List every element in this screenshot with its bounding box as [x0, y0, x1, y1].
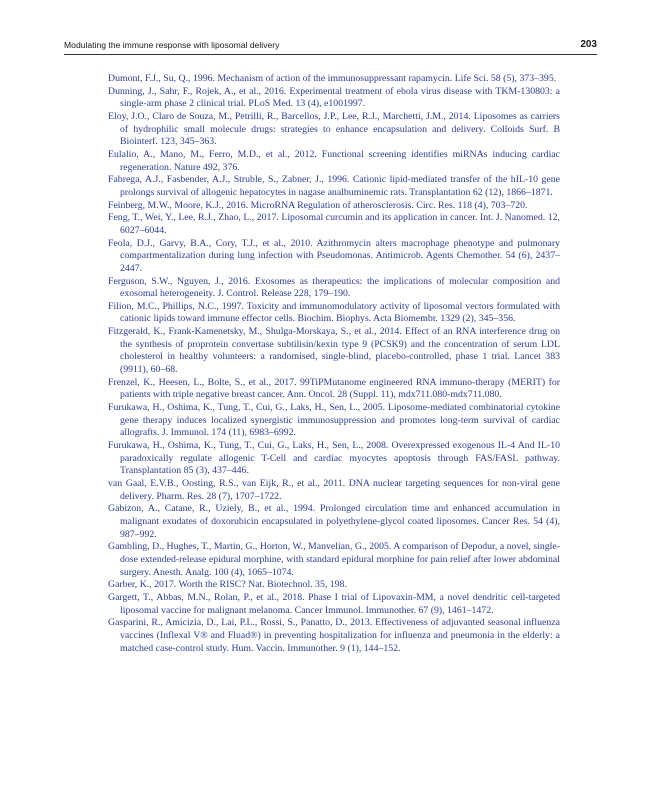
reference-item[interactable]: Fitzgerald, K., Frank-Kamenetsky, M., Shulga-Morskaya, S., et al., 2014. Effect of an RNA interference drug on the synthesis of proprotein convertase subtilisin/kexin type 9 (PCSK9) and the concentration of serum LDL cholesterol in healthy volunteers: a randomised, single-blind, placebo-controlled, phase 1 trial. Lancet 383 (9911), 60–68.	[108, 326, 560, 376]
running-title: Modulating the immune response with liposomal delivery	[64, 40, 280, 50]
reference-item[interactable]: Gargett, T., Abbas, M.N., Rolan, P., et al., 2018. Phase I trial of Lipovaxin-MM, a novel dendritic cell-targeted liposomal vaccine for malignant melanoma. Cancer Immunol. Immunother. 67 (9), 1461–1472.	[108, 591, 560, 616]
reference-list	[108, 73, 560, 655]
reference-item[interactable]: Furukawa, H., Oshima, K., Tung, T., Cui, G., Laks, H., Sen, L., 2005. Liposome-mediated combinatorial cytokine gene therapy induces localized synergistic immunosuppression and promotes long-term survival of cardiac allografts. J. Immunol. 174 (11), 6983–6992.	[108, 402, 560, 439]
reference-item[interactable]: Dunning, J., Sahr, F., Rojek, A., et al., 2016. Experimental treatment of ebola virus disease with TKM-130803: a single-arm phase 2 clinical trial. PLoS Med. 13 (4), e1001997.	[108, 85, 560, 110]
reference-item[interactable]: Frenzel, K., Heesen, L., Bolte, S., et al., 2017. 99TiPMutanome engineered RNA immuno-therapy (MERIT) for patients with triple negative breast cancer. Ann. Oncol. 28 (Suppl. 11), mdx711.080-mdx711.080.	[108, 376, 560, 401]
reference-item[interactable]: Ferguson, S.W., Nguyen, J., 2016. Exosomes as therapeutics: the implications of molecular composition and exosomal heterogeneity. J. Control. Release 228, 179–190.	[108, 275, 560, 300]
reference-item[interactable]: Gambling, D., Hughes, T., Martin, G., Horton, W., Manvelian, G., 2005. A comparison of Depodur, a novel, single-dose extended-release epidural morphine, with standard epidural morphine for pain relief after lower abdominal surgery. Anesth. Analg. 100 (4), 1065–1074.	[108, 541, 560, 578]
page-number: 203	[580, 39, 597, 50]
reference-item[interactable]: Gasparini, R., Amicizia, D., Lai, P.L., Rossi, S., Panatto, D., 2013. Effectiveness of adjuvanted seasonal influenza vaccines (Inflexal V® and Fluad®) in preventing hospitalization for influenza and pneumonia in the elderly: a matched case-control study. Hum. Vaccin. Immunother. 9 (1), 144–152.	[108, 617, 560, 654]
reference-item[interactable]: van Gaal, E.V.B., Oosting, R.S., van Eijk, R., et al., 2011. DNA nuclear targeting sequences for non-viral gene delivery. Pharm. Res. 28 (7), 1707–1722.	[108, 478, 560, 502]
reference-item[interactable]: Eloy, J.O., Claro de Souza, M., Petrilli, R., Barcellos, J.P., Lee, R.J., Marchetti, J.M., 2014. Liposomes as carriers of hydrophilic small molecule drugs: strategies to enhance encapsulation and delivery. Colloids Surf. B Biointerf. 123, 345–363.	[108, 110, 560, 148]
reference-item[interactable]: Gabizon, A., Catane, R., Uziely, B., et al., 1994. Prolonged circulation time and enhanced accumulation in malignant exudates of doxorubicin encapsulated in polyethylene-glycol coated liposomes. Cancer Res. 54 (4), 987–992.	[108, 503, 560, 540]
header-divider	[64, 54, 597, 55]
reference-item[interactable]: Eulalio, A., Mano, M., Ferro, M.D., et al., 2012. Functional screening identifies miRNAs inducing cardiac regeneration. Nature 492, 376.	[108, 148, 560, 173]
reference-item[interactable]: Fabrega, A.J., Fasbender, A.J., Struble, S., Zabner, J., 1996. Cationic lipid-mediated transfer of the hIL-10 gene prolongs survival of allogenic hepatocytes in nagase analbuminemic rats. Transplantation 62 (12), 1866–1871.	[108, 174, 560, 198]
reference-item[interactable]: Feng, T., Wei, Y., Lee, R.J., Zhao, L., 2017. Liposomal curcumin and its application in cancer. Int. J. Nanomed. 12, 6027–6044.	[108, 212, 560, 236]
page-header	[64, 40, 597, 54]
reference-item[interactable]: Feola, D.J., Garvy, B.A., Cory, T.J., et al., 2010. Azithromycin alters macrophage phenotype and pulmonary compartmentalization during lung infection with Pseudomonas. Antimicrob. Agents Chemother. 54 (6), 2437–2447.	[108, 237, 560, 274]
reference-item[interactable]: Dumont, F.J., Su, Q., 1996. Mechanism of action of the immunosuppressant rapamycin. Life Sci. 58 (5), 373–395.	[108, 73, 557, 84]
reference-item[interactable]: Furukawa, H., Oshima, K., Tung, T., Cui, G., Laks, H., Sen, L., 2008. Overexpressed exogenous IL-4 And IL-10 paradoxically regulate allogenic T-Cell and cardiac myocytes apoptosis through FAS/FASL pathway. Transplantation 85 (3), 437–446.	[108, 440, 560, 477]
reference-item[interactable]: Feinberg, M.W., Moore, K.J., 2016. MicroRNA Regulation of atherosclerosis. Circ. Res. 118 (4), 703–720.	[108, 199, 528, 211]
reference-item[interactable]: Garber, K., 2017. Worth the RISC? Nat. Biotechnol. 35, 198.	[108, 579, 347, 591]
reference-item[interactable]: Filion, M.C., Phillips, N.C., 1997. Toxicity and immunomodulatory activity of liposomal vectors formulated with cationic lipids toward immune effector cells. Biochim. Biophys. Acta Biomembr. 1329 (2), 345–356.	[108, 300, 560, 325]
